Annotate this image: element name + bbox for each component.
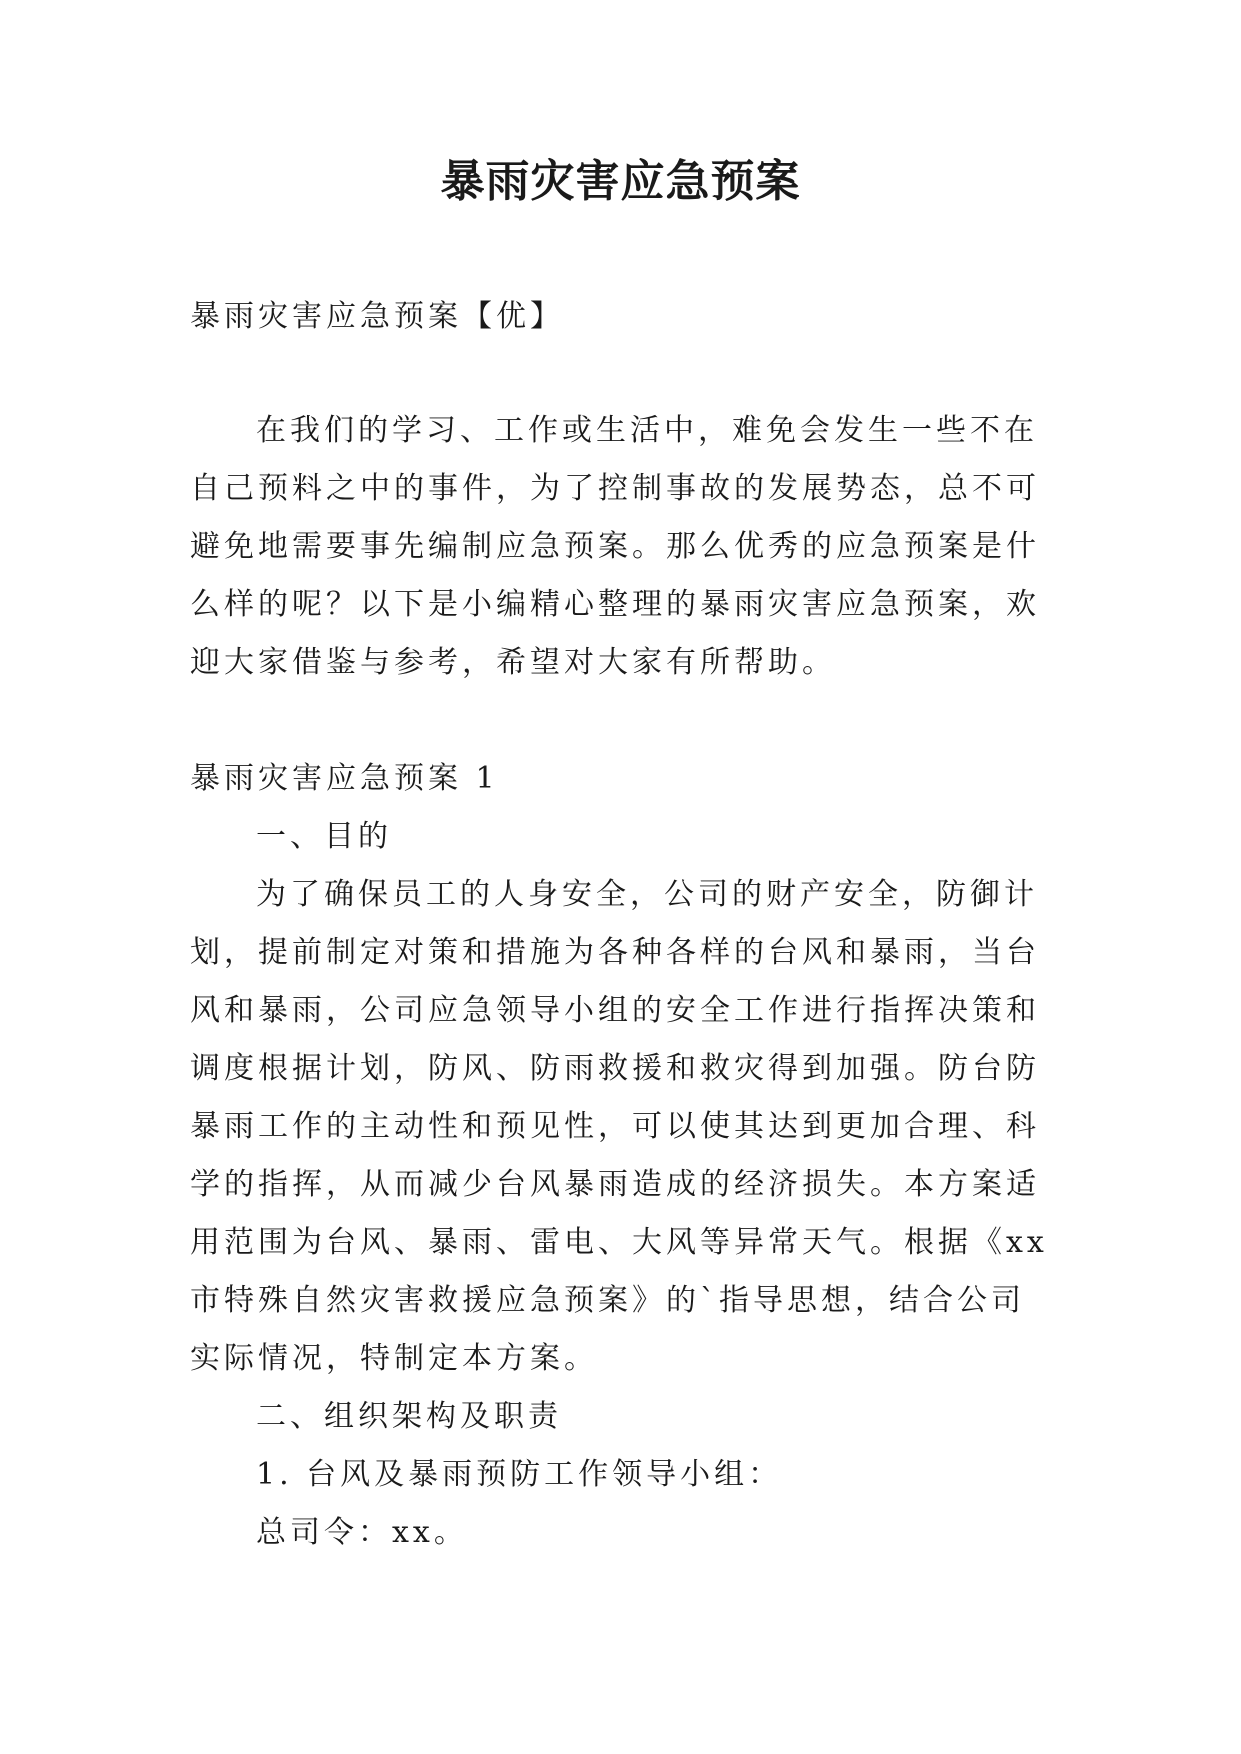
heading-organization: 二、组织架构及职责 <box>256 1399 562 1434</box>
document-subtitle: 暴雨灾害应急预案【优】 <box>190 299 564 334</box>
commander-item: 总司令：xx。 <box>256 1515 468 1550</box>
purpose-paragraph: 为了确保员工的人身安全，公司的财产安全，防御计划，提前制定对策和措施为各种各样的台风和暴雨，当台风和暴雨，公司应急领导小组的安全工作进行指挥决策和调度根据计划，防风、防雨救援和救灾得到加强。防台防暴雨工作的主动性和预见性，可以使其达到更加合理、科学的指挥，从而减少台风暴雨造成的经济损失。本方案适用范围为台风、暴雨、雷电、大风等异常天气。根据《xx 市特殊自然灾害救援应急预案》的`指导思想，结合公司实际情况，特制定本方案。 <box>190 877 1048 1376</box>
intro-paragraph: 在我们的学习、工作或生活中，难免会发生一些不在自己预料之中的事件，为了控制事故的发展势态，总不可避免地需要事先编制应急预案。那么优秀的应急预案是什么样的呢？以下是小编精心整理的暴雨灾害应急预案，欢迎大家借鉴与参考，希望对大家有所帮助。 <box>190 413 1040 680</box>
leadership-group-item: 1. 台风及暴雨预防工作领导小组： <box>256 1457 783 1492</box>
section-body <box>190 808 1050 1562</box>
heading-purpose: 一、目的 <box>256 819 392 854</box>
document-title: 暴雨灾害应急预案 <box>440 156 801 207</box>
section-title: 暴雨灾害应急预案 1 <box>190 761 499 796</box>
